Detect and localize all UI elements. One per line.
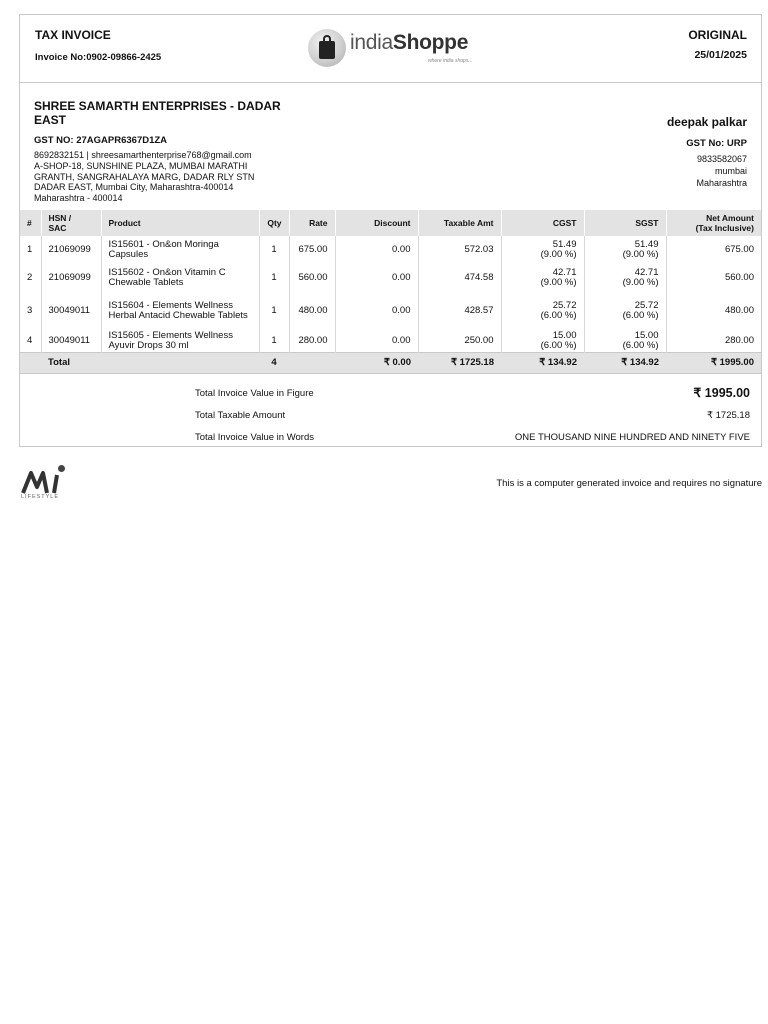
row-sgst-amount: 42.71 xyxy=(634,266,659,278)
row-sgst-amount: 25.72 xyxy=(634,299,659,311)
col-header-taxable: Taxable Amt xyxy=(418,210,501,236)
copy-label: ORIGINAL xyxy=(688,28,747,42)
total-taxable-value: ₹ 1725.18 xyxy=(706,410,750,421)
buyer-name: deepak palkar xyxy=(666,115,747,129)
buyer-gst: GST No: URP xyxy=(686,138,747,149)
shopping-bag-icon xyxy=(319,41,335,59)
row-product: IS15601 - On&on Moringa Capsules xyxy=(101,236,259,264)
col-header-net xyxy=(666,210,761,236)
invoice-document xyxy=(19,14,762,447)
seller-address-line: A-SHOP-18, SUNSHINE PLAZA, MUMBAI MARATHI xyxy=(34,160,248,171)
seller-address-line: GRANTH, SANGRAHALAYA MARG, DADAR RLY STN xyxy=(34,171,255,182)
row-sgst-pct: (6.00 %) xyxy=(622,310,659,321)
col-header-product: Product xyxy=(101,210,259,236)
row-cgst-pct: (9.00 %) xyxy=(540,249,577,260)
brand-subtitle: LIFESTYLE xyxy=(21,494,60,500)
row-taxable: 250.00 xyxy=(418,330,501,353)
row-discount: 0.00 xyxy=(335,292,418,330)
signature-note: This is a computer generated invoice and requires no signature xyxy=(496,478,762,489)
row-cgst xyxy=(501,236,584,264)
col-header-net-line2: (Tax Inclusive) xyxy=(695,223,754,233)
row-hsn: 30049011 xyxy=(41,292,101,330)
row-product: IS15605 - Elements Wellness Ayuvir Drops 30 ml xyxy=(101,330,259,353)
row-sgst xyxy=(584,236,666,264)
table-row xyxy=(20,236,761,264)
doc-title: TAX INVOICE xyxy=(35,28,111,42)
col-header-hsn-line1: HSN / xyxy=(48,213,72,223)
row-net: 480.00 xyxy=(724,304,754,316)
total-words-label: Total Invoice Value in Words xyxy=(195,432,314,443)
row-rate: 675.00 xyxy=(289,236,335,264)
logo-prefix: india xyxy=(350,31,393,54)
buyer-city: mumbai xyxy=(714,166,747,176)
row-cgst xyxy=(501,330,584,353)
row-rate: 560.00 xyxy=(289,264,335,292)
total-taxable-label: Total Taxable Amount xyxy=(195,410,286,421)
seller-address xyxy=(34,150,296,204)
row-sgst-pct: (9.00 %) xyxy=(622,249,659,260)
row-sgst xyxy=(584,292,666,330)
total-qty: 4 xyxy=(259,353,289,374)
row-cgst-amount: 42.71 xyxy=(552,266,577,278)
row-num: 4 xyxy=(20,330,41,353)
row-qty: 1 xyxy=(259,264,289,292)
col-header-net-line1: Net Amount xyxy=(706,213,754,223)
total-net: ₹ 1995.00 xyxy=(666,353,761,374)
row-cgst-pct: (6.00 %) xyxy=(540,310,577,321)
total-sgst: ₹ 134.92 xyxy=(584,353,666,374)
row-sgst-pct: (6.00 %) xyxy=(622,340,659,351)
row-sgst-amount: 15.00 xyxy=(634,329,659,341)
row-cgst-amount: 51.49 xyxy=(552,238,577,250)
col-header-discount: Discount xyxy=(335,210,418,236)
indiashoppe-logo xyxy=(308,29,488,69)
col-header-hsn xyxy=(41,210,101,236)
row-sgst xyxy=(584,330,666,353)
row-net: 280.00 xyxy=(724,334,754,346)
col-header-hsn-line2: SAC xyxy=(48,223,67,233)
logo-tagline: where india shops... xyxy=(428,58,473,64)
invoice-date: 25/01/2025 xyxy=(694,49,747,61)
row-net: 675.00 xyxy=(724,243,754,255)
row-net: 560.00 xyxy=(724,271,754,283)
row-discount: 0.00 xyxy=(335,264,418,292)
row-sgst-pct: (9.00 %) xyxy=(622,277,659,288)
seller-name: SHREE SAMARTH ENTERPRISES - DADAR EAST xyxy=(34,99,281,127)
row-taxable: 474.58 xyxy=(418,264,501,292)
seller-address-line: 8692832151 | shreesamarthenterprise768@gmail.com xyxy=(34,150,252,160)
row-product: IS15604 - Elements Wellness Herbal Antacid Chewable Tablets xyxy=(101,292,259,330)
row-cgst xyxy=(501,292,584,330)
row-sgst-amount: 51.49 xyxy=(634,238,659,250)
total-rate-empty xyxy=(289,353,335,374)
total-taxable: ₹ 1725.18 xyxy=(418,353,501,374)
row-cgst-amount: 15.00 xyxy=(552,329,577,341)
row-num: 2 xyxy=(20,264,41,292)
row-num: 1 xyxy=(20,236,41,264)
table-row xyxy=(20,330,761,353)
mi-lifestyle-logo xyxy=(21,463,69,503)
logo-suffix: Shoppe xyxy=(392,31,469,54)
col-header-qty: Qty xyxy=(259,210,289,236)
buyer-state: Maharashtra xyxy=(696,178,747,188)
table-row xyxy=(20,292,761,330)
total-label: Total xyxy=(41,353,259,374)
total-words-value: ONE THOUSAND NINE HUNDRED AND NINETY FIVE xyxy=(514,432,750,443)
row-discount: 0.00 xyxy=(335,236,418,264)
row-hsn: 21069099 xyxy=(41,264,101,292)
row-product: IS15602 - On&on Vitamin C Chewable Tablets xyxy=(101,264,259,292)
logo-dot xyxy=(58,465,65,472)
buyer-block xyxy=(667,115,747,189)
row-cgst-pct: (9.00 %) xyxy=(540,277,577,288)
total-discount: ₹ 0.00 xyxy=(335,353,418,374)
col-header-rate: Rate xyxy=(289,210,335,236)
row-qty: 1 xyxy=(259,292,289,330)
row-discount: 0.00 xyxy=(335,330,418,353)
invoice-header xyxy=(20,15,761,83)
col-header-cgst: CGST xyxy=(501,210,584,236)
seller-address-line: DADAR EAST, Mumbai City, Maharashtra-400014 xyxy=(34,182,234,193)
table-row xyxy=(20,264,761,292)
row-rate: 480.00 xyxy=(289,292,335,330)
total-cgst: ₹ 134.92 xyxy=(501,353,584,374)
row-sgst xyxy=(584,264,666,292)
row-hsn: 21069099 xyxy=(41,236,101,264)
total-figure-label: Total Invoice Value in Figure xyxy=(195,388,314,399)
total-row xyxy=(20,353,761,374)
row-taxable: 428.57 xyxy=(418,292,501,330)
logo-wordmark xyxy=(350,31,468,55)
invoice-number: Invoice No:0902-09866-2425 xyxy=(35,52,162,63)
total-spacer xyxy=(20,353,41,374)
col-header-num: # xyxy=(20,210,41,236)
row-hsn: 30049011 xyxy=(41,330,101,353)
row-cgst xyxy=(501,264,584,292)
col-header-sgst: SGST xyxy=(584,210,666,236)
seller-gst: GST NO: 27AGAPR6367D1ZA xyxy=(34,135,168,146)
row-rate: 280.00 xyxy=(289,330,335,353)
total-figure-value: ₹ 1995.00 xyxy=(693,386,750,400)
row-num: 3 xyxy=(20,292,41,330)
seller-address-line: Maharashtra - 400014 xyxy=(34,193,123,204)
buyer-phone: 9833582067 xyxy=(696,154,747,164)
row-cgst-amount: 25.72 xyxy=(552,299,577,311)
table-header-row xyxy=(20,210,761,236)
row-qty: 1 xyxy=(259,330,289,353)
row-cgst-pct: (6.00 %) xyxy=(540,340,577,351)
seller-block xyxy=(34,99,296,204)
row-qty: 1 xyxy=(259,236,289,264)
items-table xyxy=(20,210,761,374)
row-taxable: 572.03 xyxy=(418,236,501,264)
